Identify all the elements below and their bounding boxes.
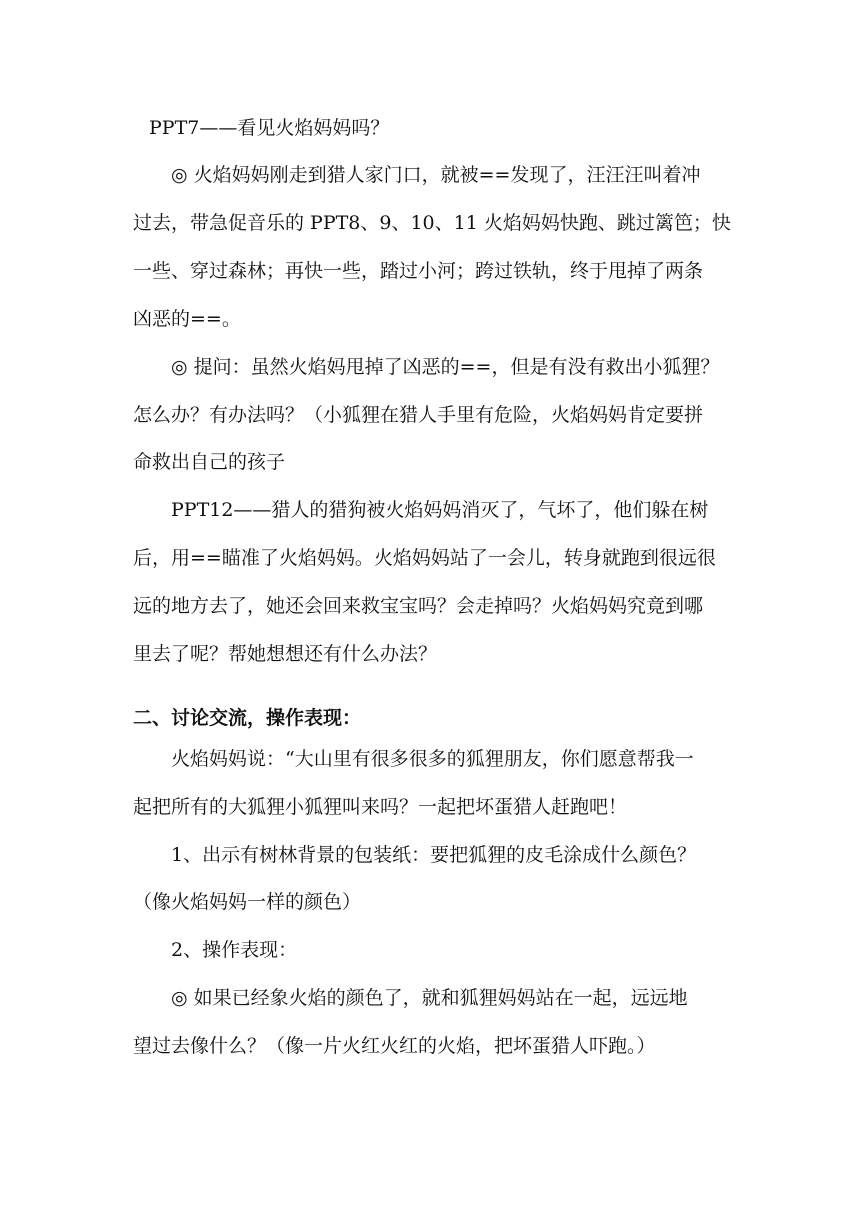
text-line: PPT7——看见火焰妈妈吗？ xyxy=(149,117,390,139)
text-line: 凶恶的==。 xyxy=(133,308,241,330)
text-line: ◎ 提问：虽然火焰妈甩掉了凶恶的==，但是有没有救出小狐狸？ xyxy=(171,356,720,378)
text-line: ◎ 如果已经象火焰的颜色了，就和狐狸妈妈站在一起，远远地 xyxy=(171,987,688,1009)
text-line: 望过去像什么？（像一片火红火红的火焰，把坏蛋猎人吓跑。） xyxy=(133,1035,656,1057)
text-line: （像火焰妈妈一样的颜色） xyxy=(133,891,362,913)
text-line: 火焰妈妈说：“大山里有很多很多的狐狸朋友，你们愿意帮我一 xyxy=(171,748,694,770)
text-line: 2、操作表现： xyxy=(171,939,298,961)
text-line: 过去，带急促音乐的 PPT8、9、10、11 火焰妈妈快跑、跳过篱笆；快 xyxy=(133,212,731,234)
text-line: 一些、穿过森林；再快一些，踏过小河；跨过铁轨，终于甩掉了两条 xyxy=(133,260,704,282)
text-line: 远的地方去了，她还会回来救宝宝吗？会走掉吗？火焰妈妈究竟到哪 xyxy=(133,595,704,617)
text-line: 命救出自己的孩子 xyxy=(133,451,286,473)
text-line: PPT12——猎人的猎狗被火焰妈妈消灭了，气坏了，他们躲在树 xyxy=(171,499,709,521)
text-line: 里去了呢？帮她想想还有什么办法？ xyxy=(133,643,438,665)
text-line: ◎ 火焰妈妈刚走到猎人家门口，就被==发现了，汪汪汪叫着冲 xyxy=(171,164,701,186)
text-line: 怎么办？有办法吗？（小狐狸在猎人手里有危险，火焰妈妈肯定要拼 xyxy=(133,404,704,426)
text-line: 后，用==瞄准了火焰妈妈。火焰妈妈站了一会儿，转身就跑到很远很 xyxy=(133,547,716,569)
section-heading: 二、讨论交流，操作表现： xyxy=(133,707,362,729)
text-line: 1、出示有树林背景的包装纸：要把狐狸的皮毛涂成什么颜色？ xyxy=(171,844,697,866)
text-line: 起把所有的大狐狸小狐狸叫来吗？一起把坏蛋猎人赶跑吧！ xyxy=(133,796,628,818)
